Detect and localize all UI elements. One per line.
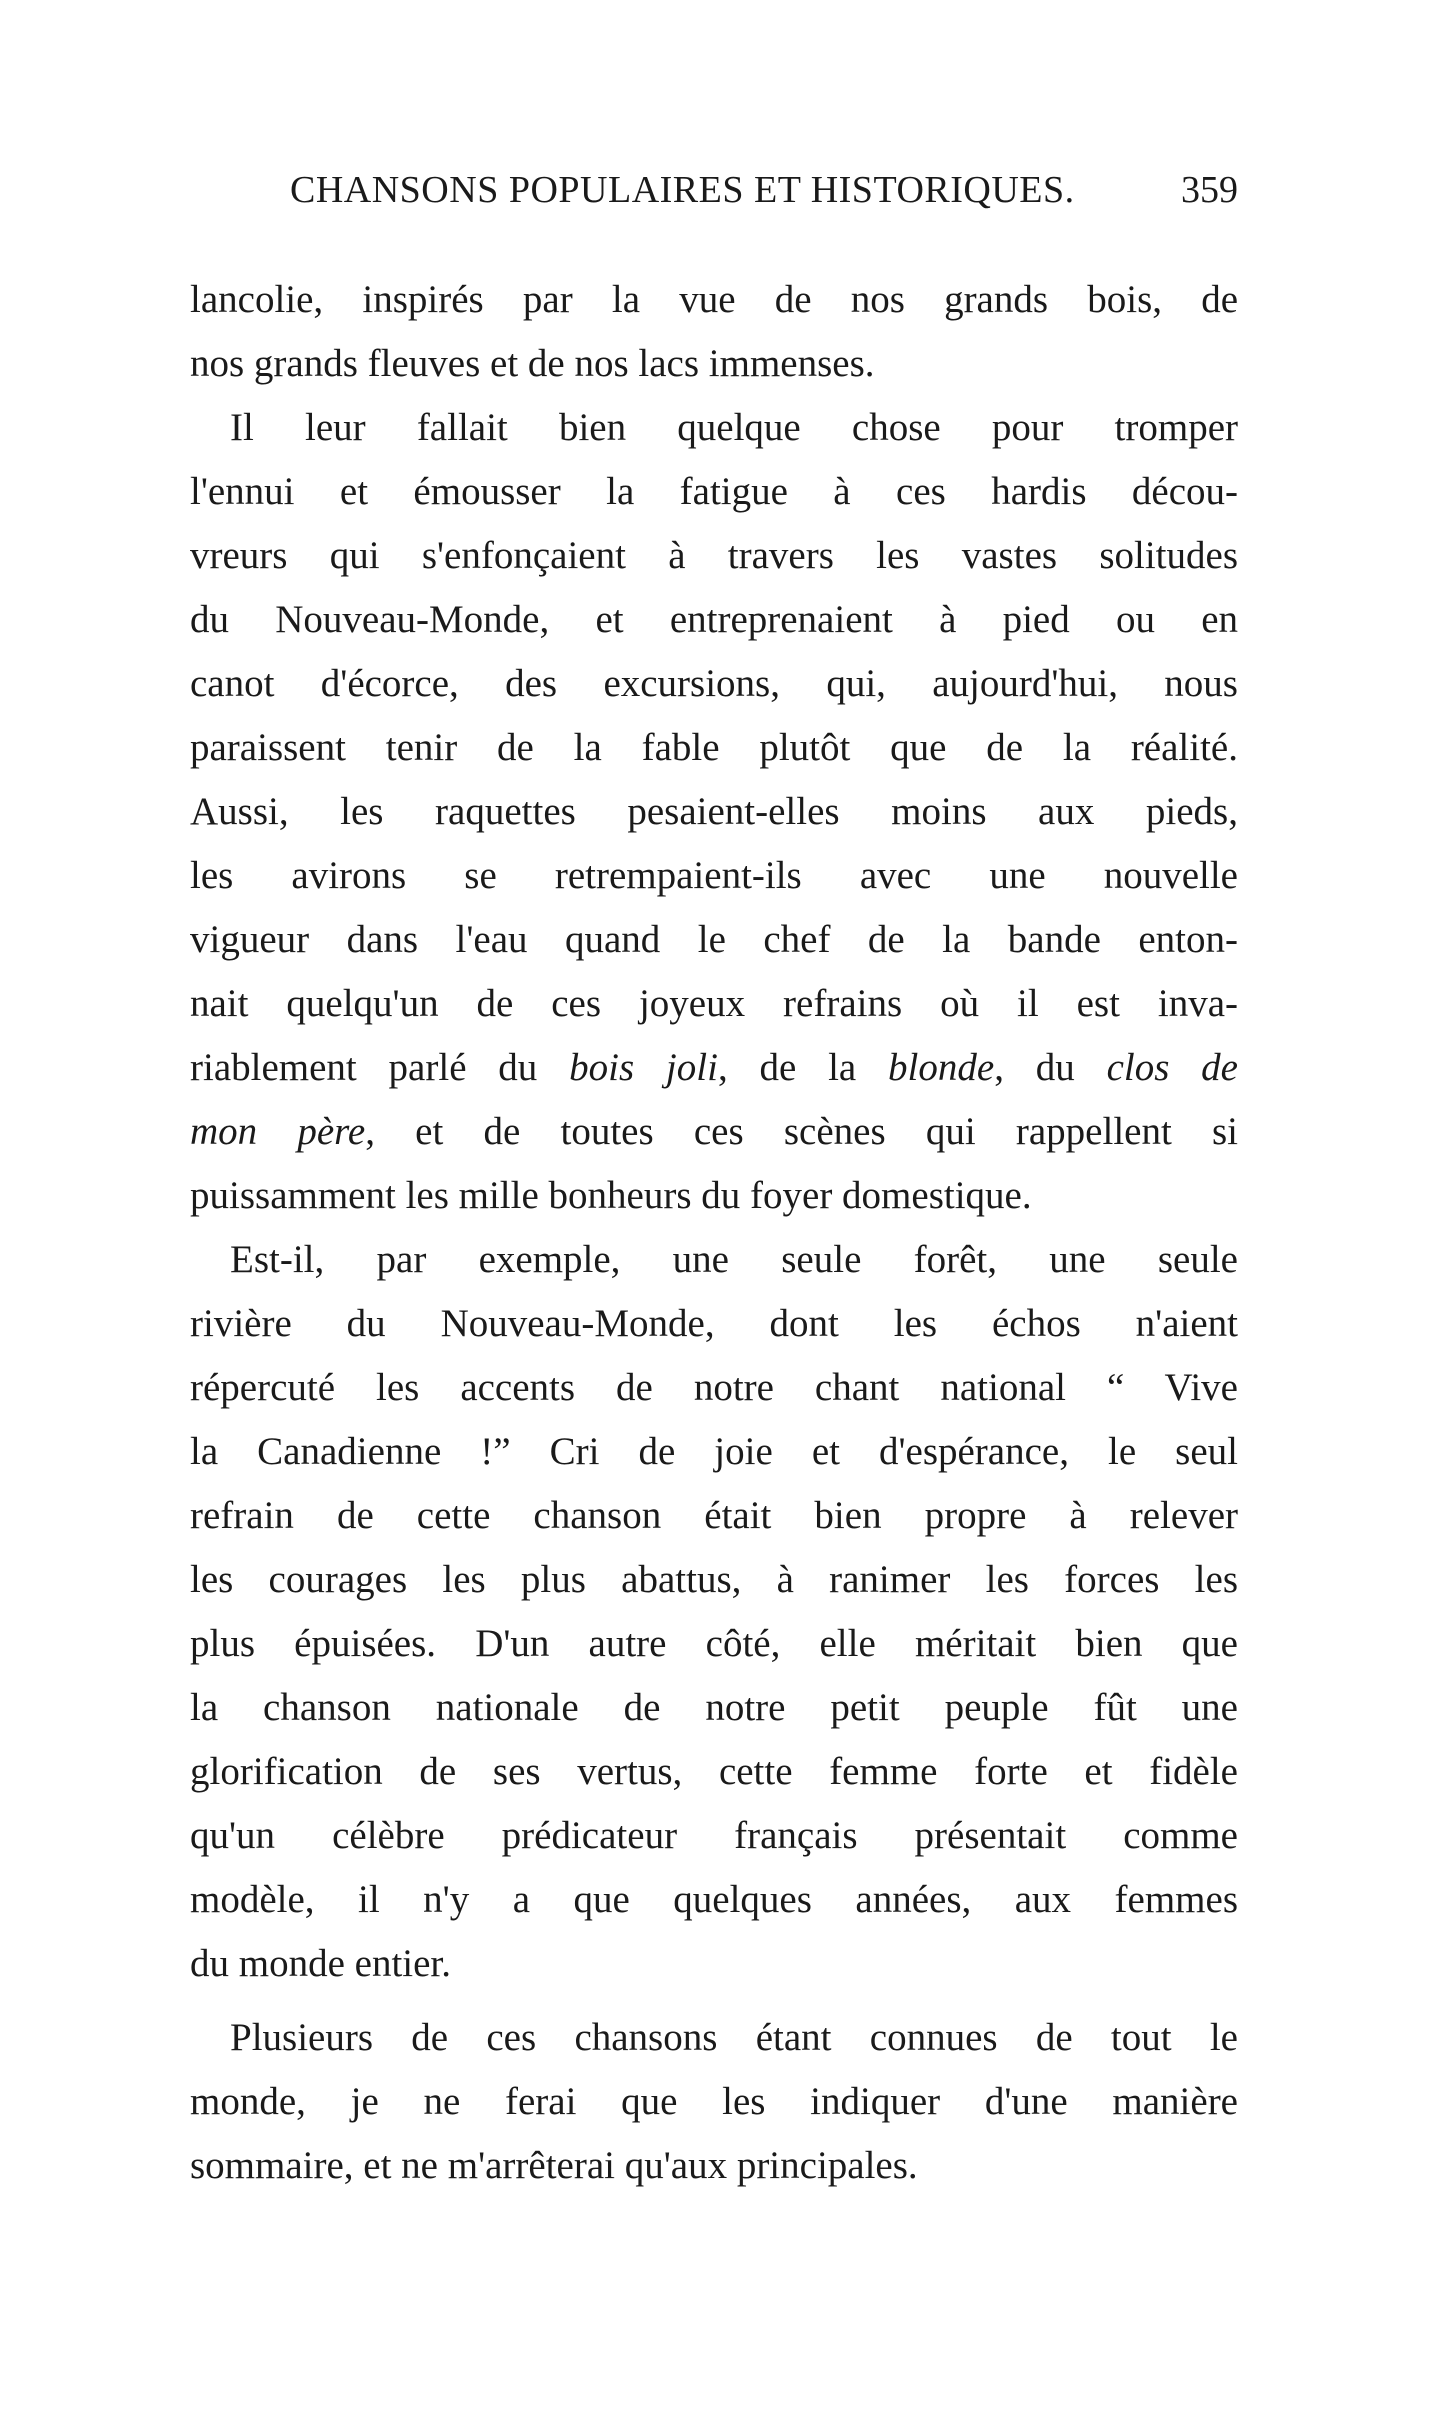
text-line: Plusieurs de ces chansons étant connues de tout le xyxy=(230,2016,1238,2059)
text-line: glorification de ses vertus, cette femme forte et fidèle xyxy=(190,1750,1238,1793)
text-line: refrain de cette chanson était bien propre à relever xyxy=(190,1494,1238,1537)
text-line: les courages les plus abattus, à ranimer les forces les xyxy=(190,1558,1238,1601)
text-line: vigueur dans l'eau quand le chef de la bande enton- xyxy=(190,918,1238,961)
text-line: nait quelqu'un de ces joyeux refrains où il est inva- xyxy=(190,982,1238,1025)
text-line: sommaire, et ne m'arrêterai qu'aux principales. xyxy=(190,2144,918,2187)
text-line: Aussi, les raquettes pesaient-elles moins aux pieds, xyxy=(190,790,1238,833)
text-run: , de la xyxy=(717,1046,889,1089)
text-line: canot d'écorce, des excursions, qui, aujourd'hui, nous xyxy=(190,662,1238,705)
page-number: 359 xyxy=(1181,169,1238,211)
paragraph-3 xyxy=(190,1228,1238,1996)
text-line: modèle, il n'y a que quelques années, aux femmes xyxy=(190,1878,1238,1921)
text-line: la chanson nationale de notre petit peuple fût une xyxy=(190,1686,1238,1729)
text-line: monde, je ne ferai que les indiquer d'une manière xyxy=(190,2080,1238,2123)
text-run: , du xyxy=(994,1046,1107,1089)
italic-phrase-blonde: blonde xyxy=(888,1046,995,1089)
text-run: , et de toutes ces scènes qui rappellent si xyxy=(365,1110,1238,1153)
italic-phrase-bois-joli: bois joli xyxy=(569,1046,718,1089)
text-line: Est-il, par exemple, une seule forêt, une seule xyxy=(230,1238,1238,1281)
running-head xyxy=(190,168,1238,228)
text-line xyxy=(190,1100,1238,1164)
text-line: nos grands fleuves et de nos lacs immenses. xyxy=(190,342,875,385)
text-line: qu'un célèbre prédicateur français présentait comme xyxy=(190,1814,1238,1857)
text-line: répercuté les accents de notre chant national “ Vive xyxy=(190,1366,1238,1409)
text-run: riablement parlé du xyxy=(190,1046,570,1089)
text-line: Il leur fallait bien quelque chose pour tromper xyxy=(230,406,1238,449)
text-line: plus épuisées. D'un autre côté, elle méritait bien que xyxy=(190,1622,1238,1665)
text-line: puissamment les mille bonheurs du foyer domestique. xyxy=(190,1174,1032,1217)
text-line: la Canadienne !” Cri de joie et d'espérance, le seul xyxy=(190,1430,1238,1473)
paragraph-2 xyxy=(190,396,1238,1228)
text-line: paraissent tenir de la fable plutôt que de la réalité. xyxy=(190,726,1238,769)
text-line: l'ennui et émousser la fatigue à ces hardis décou- xyxy=(190,470,1238,513)
running-title: CHANSONS POPULAIRES ET HISTORIQUES. xyxy=(290,169,1075,211)
text-line: rivière du Nouveau-Monde, dont les échos n'aient xyxy=(190,1302,1238,1345)
text-line: les avirons se retrempaient-ils avec une nouvelle xyxy=(190,854,1238,897)
italic-phrase-clos-de: clos de xyxy=(1106,1046,1238,1089)
text-line: du Nouveau-Monde, et entreprenaient à pied ou en xyxy=(190,598,1238,641)
text-line: du monde entier. xyxy=(190,1942,452,1985)
text-line: lancolie, inspirés par la vue de nos grands bois, de xyxy=(190,278,1238,321)
italic-phrase-mon-pere: mon père xyxy=(190,1110,366,1153)
body-text xyxy=(190,268,1238,2198)
text-line: vreurs qui s'enfonçaient à travers les vastes solitudes xyxy=(190,534,1238,577)
paragraph-4 xyxy=(190,2006,1238,2198)
paragraph-1 xyxy=(190,268,1238,396)
paragraph-gap xyxy=(190,1996,1238,2006)
text-line xyxy=(190,1036,1238,1100)
